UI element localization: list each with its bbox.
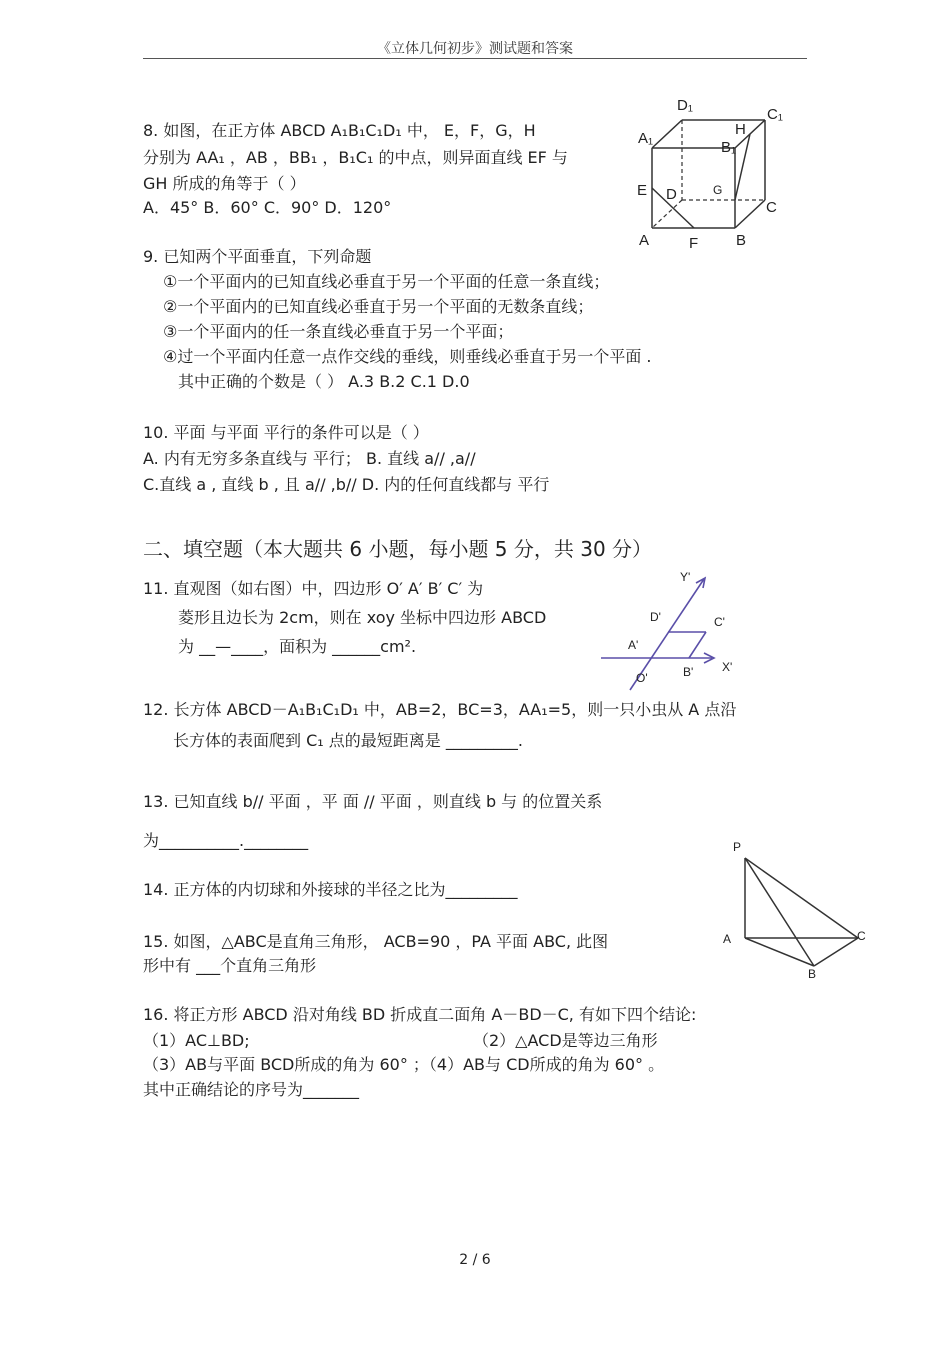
cube-label-A: A: [639, 232, 650, 249]
section2-title: 二、填空题（本大题共 6 小题，每小题 5 分，共 30 分）: [143, 537, 653, 561]
cube-label-D1: D₁: [677, 97, 693, 114]
cube-label-A1: A₁: [638, 130, 654, 147]
page-number: 2 / 6: [459, 1252, 491, 1268]
q9-line1: 9. 已知两个平面垂直，下列命题: [143, 247, 372, 266]
cube-label-C: C: [766, 199, 777, 216]
q14-line1: 14. 正方体的内切球和外接球的半径之比为_________: [143, 880, 518, 899]
q8-line1: 8. 如图，在正方体 ABCD A₁B₁C₁D₁ 中， E，F，G，H: [143, 121, 536, 140]
q12-line1: 12. 长方体 ABCD－A₁B₁C₁D₁ 中，AB=2，BC=3，AA₁=5，则一只小虫从 A 点沿: [143, 700, 737, 719]
oblique-label-D: D': [650, 610, 661, 624]
q13-line1: 13. 已知直线 b// 平面 ，平 面 // 平面 ，则直线 b 与 的位置关系: [143, 792, 603, 811]
cube-label-G: G: [713, 183, 723, 197]
q9-item1: ①一个平面内的已知直线必垂直于另一个平面的任意一条直线；: [163, 272, 610, 291]
q16-line4: 其中正确结论的序号为_______: [143, 1080, 360, 1099]
cube-label-B: B: [736, 232, 747, 249]
q16-line1: 16. 将正方形 ABCD 沿对角线 BD 折成直二面角 A－BD－C, 有如下四个结论:: [143, 1005, 697, 1024]
cube-label-E: E: [637, 182, 648, 199]
q8-line3: GH 所成的角等于（ ）: [143, 174, 306, 193]
cube-label-C1: C₁: [767, 106, 783, 123]
q13-line2: 为__________.________: [143, 831, 309, 850]
pyramid-label-A: A: [723, 932, 732, 946]
q9-item4: ④过一个平面内任意一点作交线的垂线，则垂线必垂直于另一个平面 .: [163, 347, 652, 366]
oblique-label-O: O': [636, 671, 648, 685]
header-rule: [143, 58, 807, 59]
q8-line2: 分别为 AA₁ ，AB ，BB₁ ，B₁C₁ 的中点，则异面直线 EF 与: [143, 148, 568, 167]
q11-line3: 为 __—____，面积为 ______cm².: [178, 637, 417, 656]
oblique-label-A: A': [628, 638, 639, 652]
q10-line1: 10. 平面 与平面 平行的条件可以是（ ）: [143, 423, 429, 442]
q11-line1: 11. 直观图（如右图）中，四边形 O′ A′ B′ C′ 为: [143, 579, 484, 598]
pyramid-label-P: P: [733, 840, 742, 854]
q9-answer: 其中正确的个数是（ ） A.3 B.2 C.1 D.0: [178, 372, 470, 391]
q9-item2: ②一个平面内的已知直线必垂直于另一个平面的无数条直线；: [163, 297, 594, 316]
oblique-label-X: X': [722, 660, 733, 674]
q15-line1: 15. 如图，△ABC是直角三角形， ACB=90 ，PA 平面 ABC, 此图: [143, 932, 609, 951]
pyramid-label-C: C: [857, 929, 866, 943]
q15-line2: 形中有 ___个直角三角形: [143, 956, 317, 975]
q16-line3: （3）AB与平面 BCD所成的角为 60° ；（4）AB与 CD所成的角为 60° 。: [143, 1055, 665, 1074]
oblique-label-Y: Y': [680, 570, 691, 584]
cube-label-B1: B₁: [721, 139, 737, 156]
page-header-title: 《立体几何初步》测试题和答案: [377, 41, 573, 57]
oblique-label-C: C': [714, 615, 725, 629]
q11-line2: 菱形且边长为 2cm，则在 xoy 坐标中四边形 ABCD: [178, 608, 547, 627]
q10-line3: C.直线 a , 直线 b , 且 a// ,b// D. 内的任何直线都与 平行: [143, 475, 550, 494]
oblique-label-B: B': [683, 665, 694, 679]
q10-line2: A. 内有无穷多条直线与 平行； B. 直线 a// ,a//: [143, 449, 476, 468]
q9-item3: ③一个平面内的任一条直线必垂直于另一个平面；: [163, 322, 514, 341]
q16-line2a: （1）AC⊥BD;: [143, 1031, 250, 1050]
q16-line2b: （2）△ACD是等边三角形: [473, 1031, 658, 1050]
q8-options: A．45° B．60° C．90° D．120°: [143, 198, 392, 217]
cube-label-H: H: [735, 121, 746, 138]
cube-label-F: F: [689, 235, 699, 252]
cube-label-D: D: [666, 186, 677, 203]
q12-line2: 长方体的表面爬到 C₁ 点的最短距离是 _________.: [173, 731, 523, 750]
pyramid-label-B: B: [808, 967, 817, 981]
